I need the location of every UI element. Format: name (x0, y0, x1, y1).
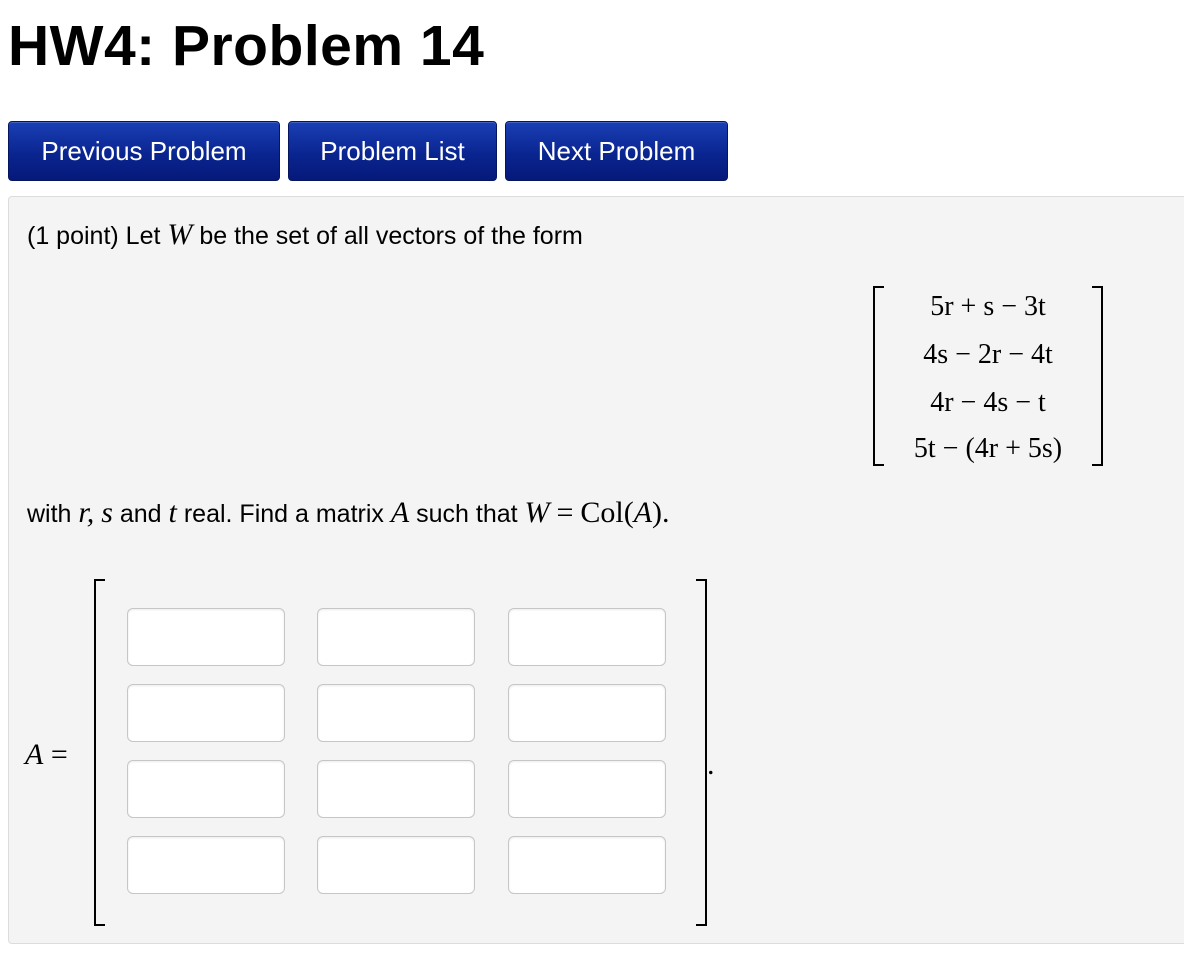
equation-lhs: W (524, 496, 550, 529)
equation-arg: A (633, 496, 653, 529)
matrix-cell-input-r2-c3[interactable] (508, 684, 666, 742)
points-label: (1 point) (27, 222, 119, 250)
vector-form (873, 286, 1103, 466)
matrix-cell-input-r1-c3[interactable] (508, 608, 666, 666)
next-problem-button[interactable]: Next Problem (505, 121, 728, 181)
with-text: with (27, 500, 72, 528)
previous-problem-button[interactable]: Previous Problem (8, 121, 280, 181)
intro-rest: be the set of all vectors of the form (199, 222, 583, 250)
vector-entry: 5r + s − 3t (930, 291, 1046, 322)
equation-end: ). (652, 496, 670, 529)
problem-list-button[interactable]: Problem List (288, 121, 497, 181)
matrix-cell-input-r3-c2[interactable] (317, 760, 475, 818)
matrix-cell-input-r2-c2[interactable] (317, 684, 475, 742)
equation-col: Col( (580, 496, 634, 529)
answer-matrix-symbol: A (25, 738, 44, 771)
and-text: and (119, 500, 162, 528)
equation-eq: = (556, 496, 574, 529)
real-text: real. Find a matrix (183, 500, 384, 528)
matrix-cell-input-r4-c1[interactable] (127, 836, 285, 894)
matrix-left-bracket (94, 579, 105, 926)
vector-entry: 5t − (4r + 5s) (913, 433, 1063, 464)
matrix-cell-input-r1-c1[interactable] (127, 608, 285, 666)
var-t: t (168, 496, 177, 529)
matrix-cell-input-r2-c1[interactable] (127, 684, 285, 742)
period: . (707, 748, 715, 781)
matrix-cell-input-r1-c2[interactable] (317, 608, 475, 666)
matrix-symbol: A (390, 496, 410, 529)
problem-statement (27, 219, 583, 252)
vector-entry: 4s − 2r − 4t (923, 339, 1053, 370)
answer-eq: = (50, 738, 68, 771)
matrix-right-bracket (696, 579, 707, 926)
var-r: r, (78, 496, 95, 529)
matrix-cell-input-r4-c2[interactable] (317, 836, 475, 894)
answer-label (25, 735, 68, 775)
matrix-cell-input-r4-c3[interactable] (508, 836, 666, 894)
var-s: s (101, 496, 113, 529)
such-that-text: such that (416, 500, 518, 528)
matrix-cell-input-r3-c3[interactable] (508, 760, 666, 818)
vector-entry: 4r − 4s − t (930, 387, 1046, 418)
problem-box (8, 196, 1184, 944)
matrix-cell-input-r3-c1[interactable] (127, 760, 285, 818)
page-title: HW4: Problem 14 (8, 14, 485, 78)
task-statement (27, 497, 670, 530)
intro-let: Let (125, 222, 161, 250)
answer-matrix (94, 579, 707, 926)
set-symbol: W (167, 218, 193, 251)
